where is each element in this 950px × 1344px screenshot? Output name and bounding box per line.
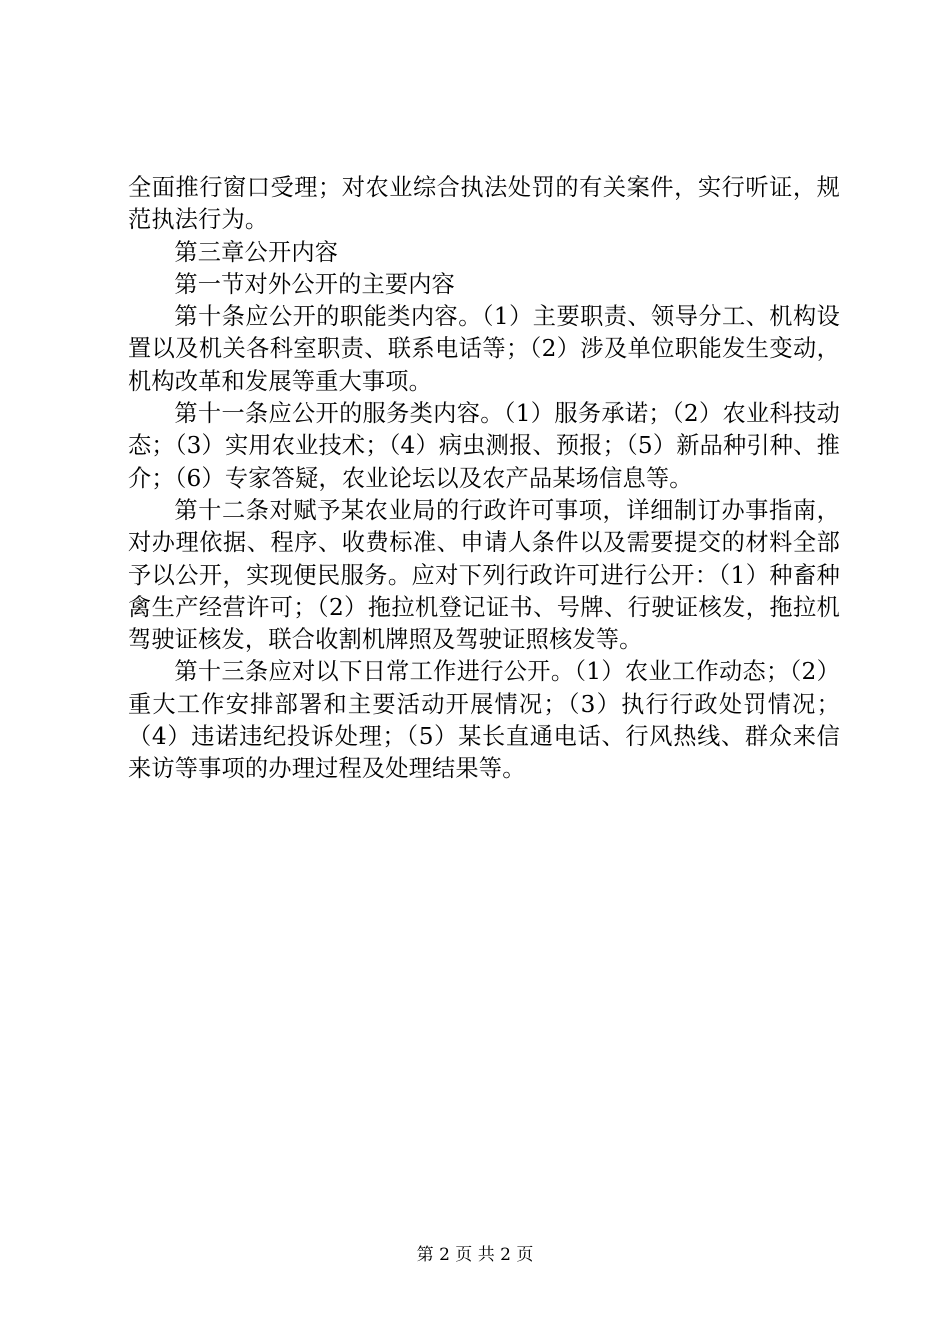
article-12: 第十二条对赋予某农业局的行政许可事项，详细制订办事指南，对办理依据、程序、收费标准、申请人条件以及需要提交的材料全部予以公开，实现便民服务。应对下列行政许可进行公开：（1）种畜种禽生产经营许可；（2）拖拉机登记证书、号牌、行驶证核发，拖拉机驾驶证核发，联合收割机牌照及驾驶证照核发等。 [128, 496, 840, 654]
page-number-footer: 第 2 页 共 2 页 [416, 1245, 534, 1265]
article-10: 第十条应公开的职能类内容。（1）主要职责、领导分工、机构设置以及机关各科室职责、联系电话等；（2）涉及单位职能发生变动，机构改革和发展等重大事项。 [128, 303, 840, 395]
chapter-heading: 第三章公开内容 [174, 238, 339, 266]
article-13: 第十三条应对以下日常工作进行公开。（1）农业工作动态；（2）重大工作安排部署和主要活动开展情况；（3）执行行政处罚情况；（4）违诺违纪投诉处理；（5）某长直通电话、行风热线、群众来信来访等事项的办理过程及处理结果等。 [128, 658, 840, 783]
document-body [128, 172, 840, 786]
paragraph-continued: 全面推行窗口受理；对农业综合执法处罚的有关案件，实行听证，规范执法行为。 [128, 174, 840, 234]
article-11: 第十一条应公开的服务类内容。（1）服务承诺；（2）农业科技动态；（3）实用农业技术；（4）病虫测报、预报；（5）新品种引种、推介；（6）专家答疑，农业论坛以及农产品某场信息等。 [128, 400, 840, 492]
section-heading: 第一节对外公开的主要内容 [174, 270, 456, 298]
